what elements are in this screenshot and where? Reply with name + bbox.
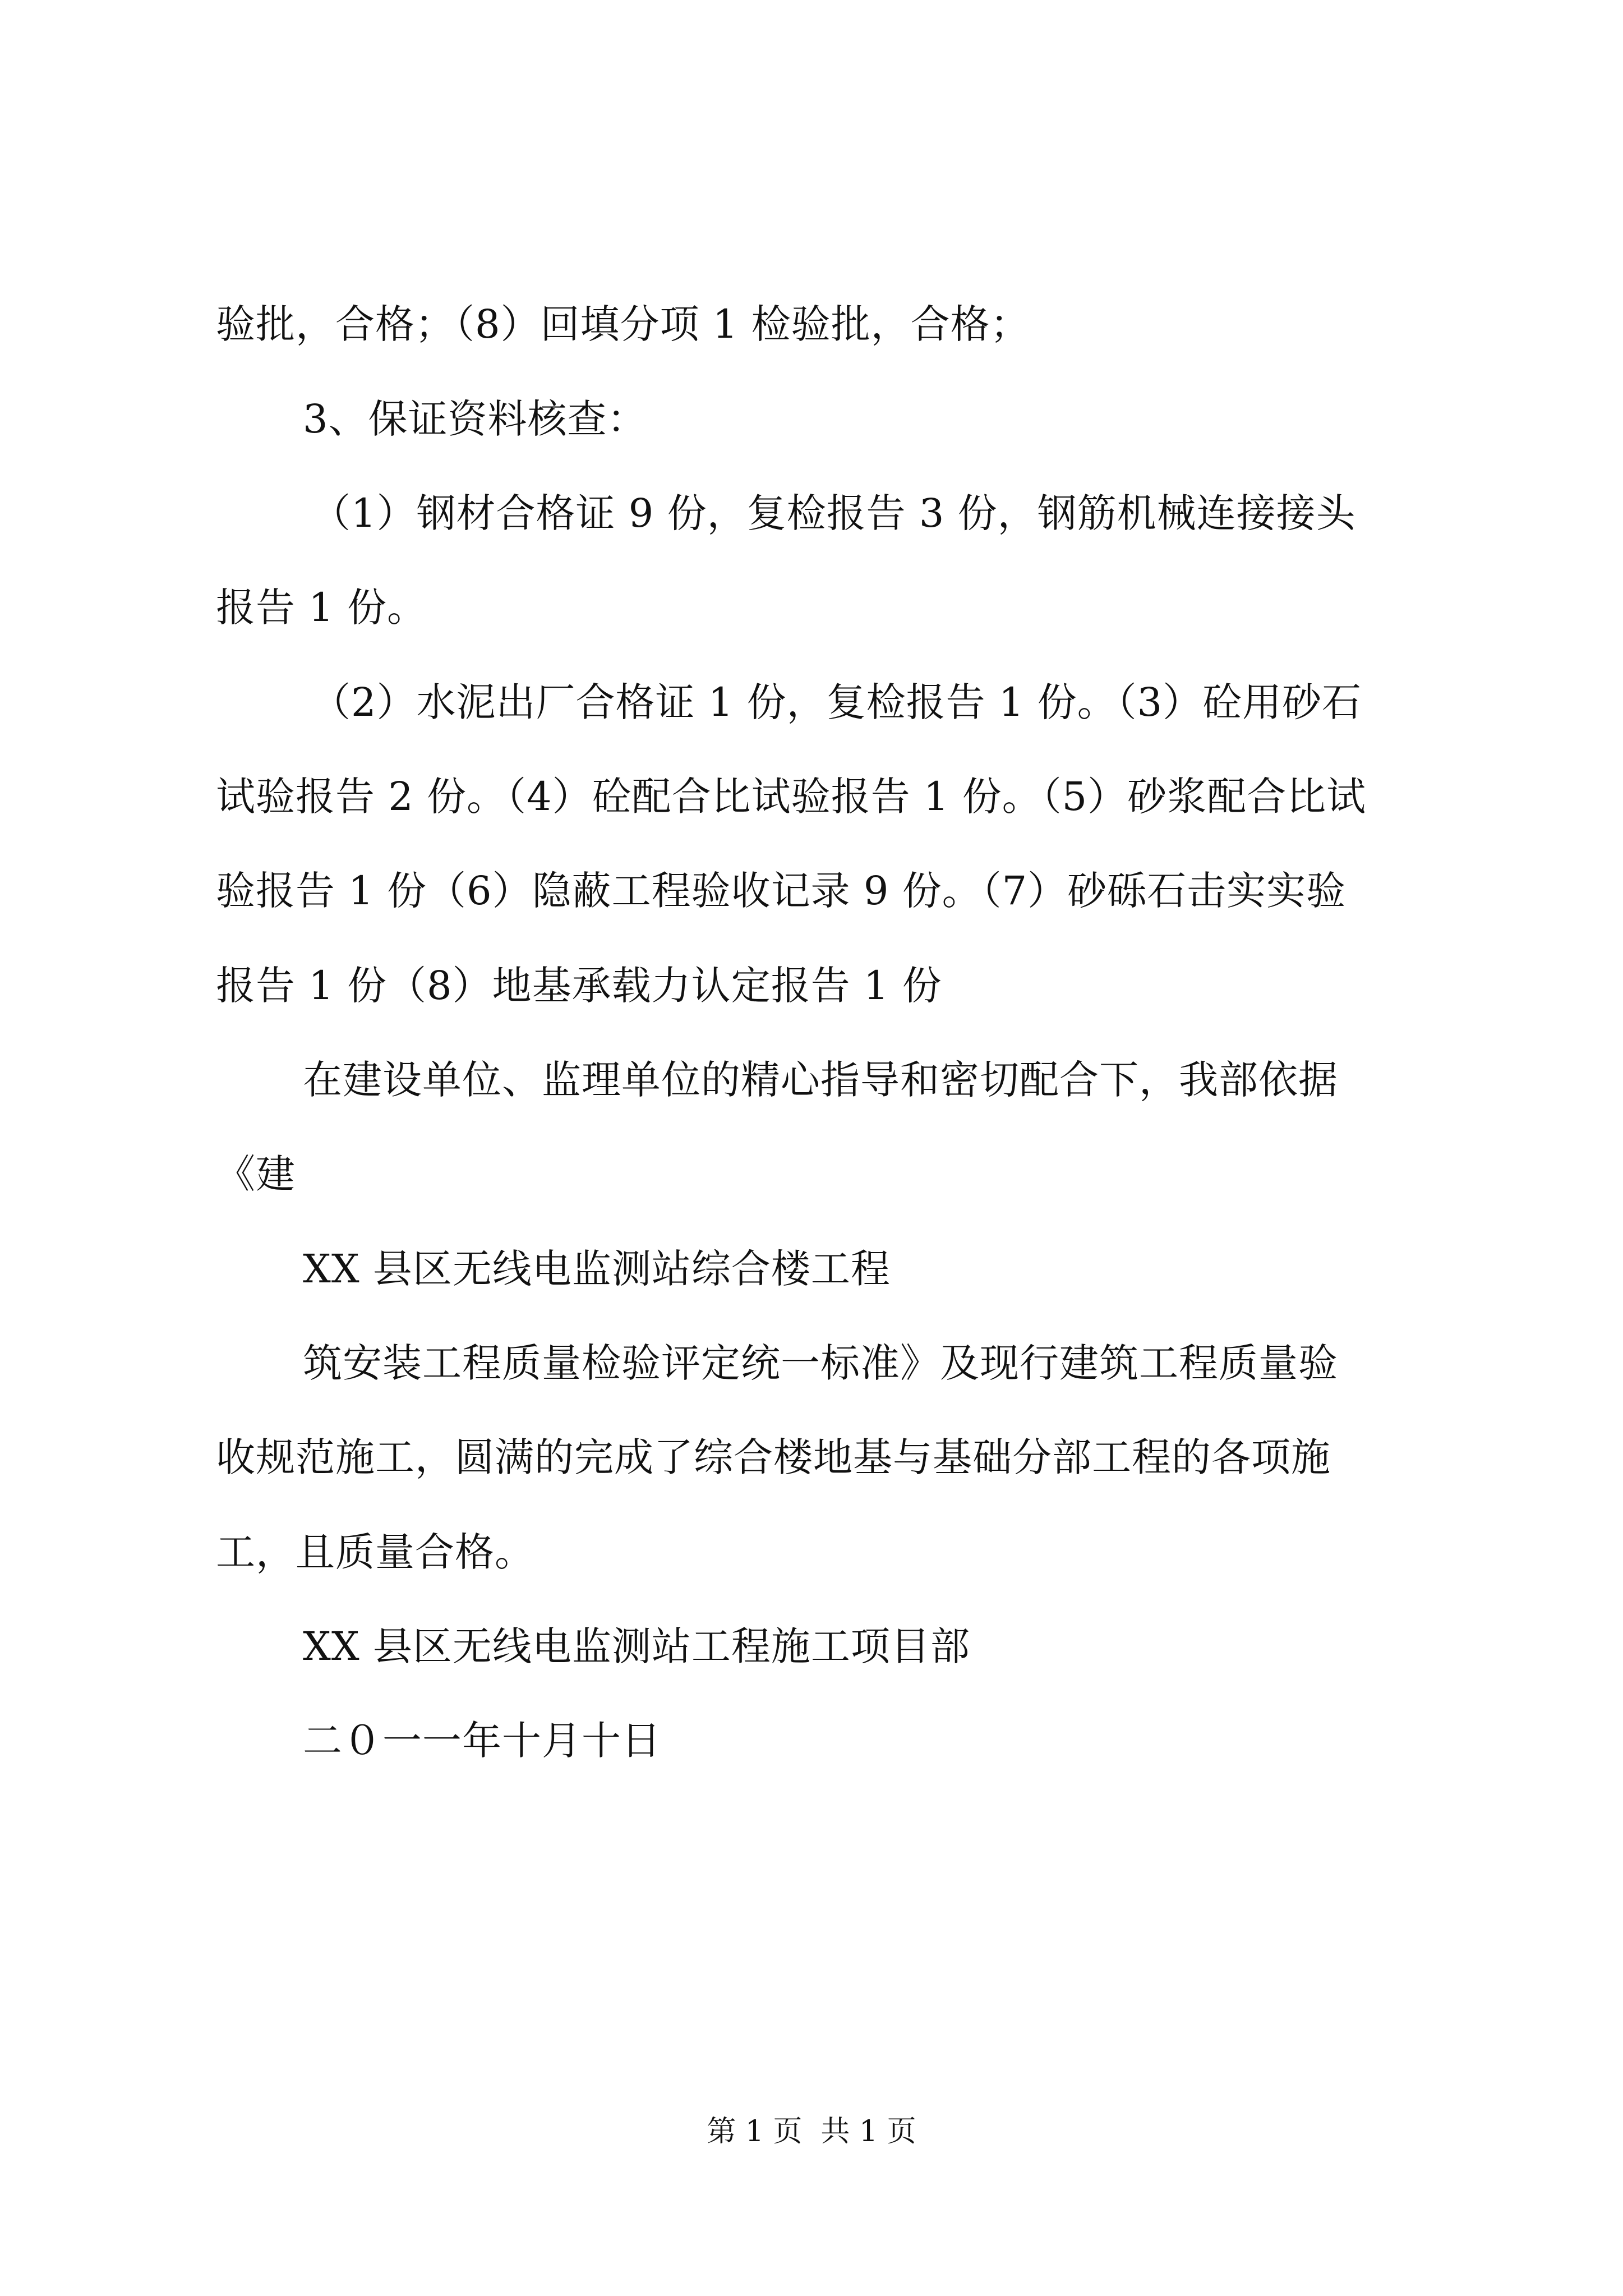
body-line-12: 筑安装工程质量检验评定统一标准》及现行建筑工程质量验 [303,1340,1338,1386]
body-line-10: 《建 [216,1151,296,1197]
body-line-9: 在建设单位、监理单位的精心指导和密切配合下，我部依据 [303,1057,1338,1103]
body-line-13: 收规范施工，圆满的完成了综合楼地基与基础分部工程的各项施 [216,1434,1331,1480]
body-line-3: （1）钢材合格证 9 份，复检报告 3 份，钢筋机械连接接头 [311,490,1356,536]
body-line-2: 3、保证资料核查： [303,396,647,442]
body-line-7: 验报告 1 份（6）隐蔽工程验收记录 9 份。（7）砂砾石击实实验 [216,868,1347,914]
body-line-4: 报告 1 份。 [216,585,427,631]
body-line-16: 二０一一年十月十日 [303,1718,661,1764]
body-line-14: 工，且质量合格。 [216,1529,534,1575]
body-line-15: XX 县区无线电监测站工程施工项目部 [303,1623,970,1669]
body-line-8: 报告 1 份（8）地基承载力认定报告 1 份 [216,963,942,1009]
body-line-11: XX 县区无线电监测站综合楼工程 [303,1246,891,1292]
body-line-6: 试验报告 2 份。（4）砼配合比试验报告 1 份。（5）砂浆配合比试 [216,774,1367,820]
body-line-5: （2）水泥出厂合格证 1 份，复检报告 1 份。（3）砼用砂石 [311,679,1362,725]
page-footer: 第 1 页 共 1 页 [707,2115,916,2148]
body-line-1: 验批，合格；（8）回填分项 1 检验批，合格； [216,301,1030,347]
